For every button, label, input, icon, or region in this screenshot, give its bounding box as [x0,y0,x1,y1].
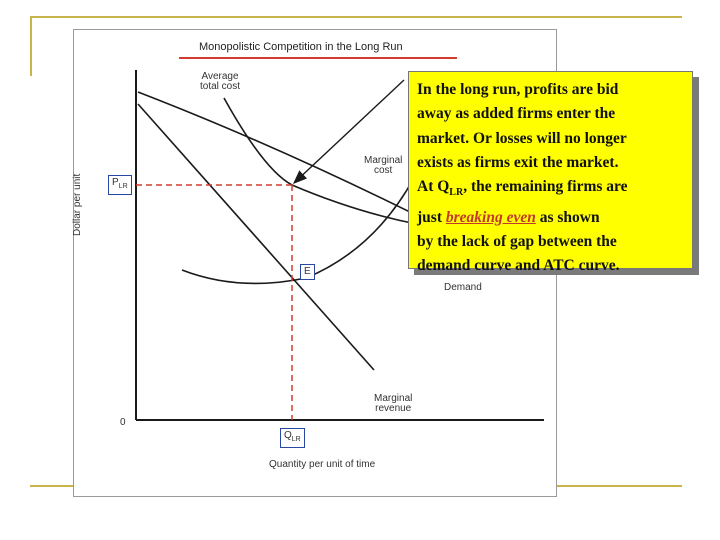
breaking-even-text: breaking even [445,208,536,226]
callout-line: away as added firms enter the [417,105,616,123]
callout-line: In the long run, profits are bid [417,81,619,98]
atc-label: Average total cost [200,71,241,92]
callout-line: demand curve and ATC curve. [417,257,620,275]
y-axis-label: Dollar per unit [72,173,83,236]
callout-line: At $Q_{LR}$, the remaining firms are [417,178,628,199]
callout-line: exists as firms exit the market. [417,153,619,171]
callout-box [408,71,693,275]
callout-line: just breaking even as shown [417,208,600,226]
q-lr-label: $Q_{LR}$ [280,428,305,448]
slide-left-rule [30,16,32,76]
demand-label: Demand [444,282,482,293]
x-axis-label: Quantity per unit of time [269,459,376,470]
slide-top-rule [30,16,682,18]
p-lr-label: $P_{LR}$ [108,175,132,195]
callout-line: market. Or losses will no longer [417,129,627,147]
mc-label: Marginal cost [364,155,403,176]
marginal-revenue-curve [138,104,374,370]
mr-label: Marginal revenue [374,393,413,414]
origin-label: 0 [120,417,126,428]
equilibrium-label: E [300,264,315,280]
callout-line: by the lack of gap between the [417,232,617,250]
diagram-title: Monopolistic Competition in the Long Run [199,41,403,53]
